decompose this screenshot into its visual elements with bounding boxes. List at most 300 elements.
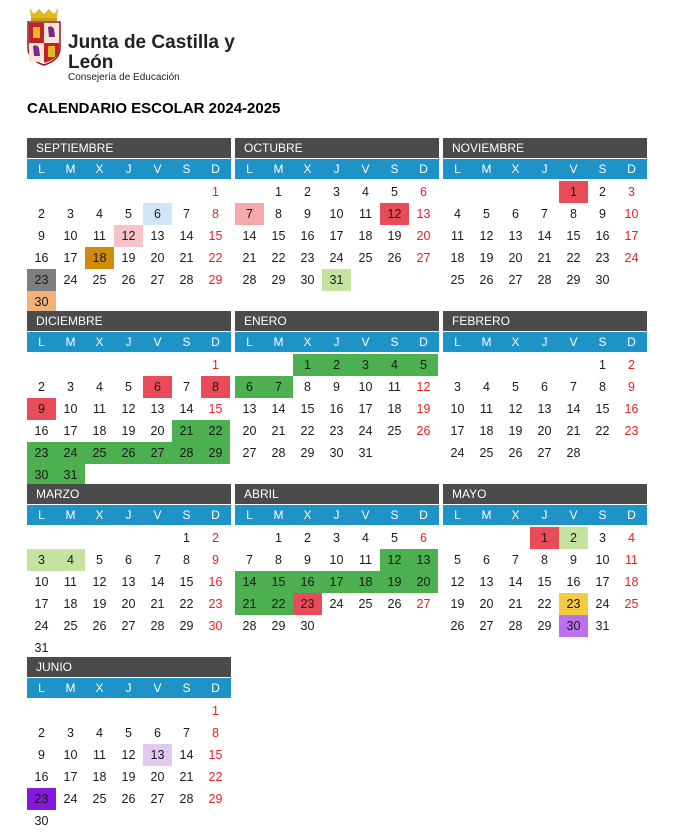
day-cell: 19 bbox=[380, 571, 409, 593]
day-cell: 8 bbox=[275, 207, 282, 221]
day-cell: 9 bbox=[599, 207, 606, 221]
day-cell: 22 bbox=[537, 597, 552, 611]
week-row bbox=[235, 527, 439, 549]
day-cell: 8 bbox=[304, 380, 311, 394]
weekday-label: X bbox=[511, 335, 520, 349]
day-cell: 30 bbox=[208, 619, 223, 633]
day-cell: 16 bbox=[624, 402, 639, 416]
day-cell: 14 bbox=[242, 229, 257, 243]
week-row bbox=[235, 376, 439, 398]
weekday-label: M bbox=[481, 508, 492, 522]
day-cell: 30 bbox=[27, 291, 56, 313]
day-cell: 14 bbox=[508, 575, 523, 589]
day-cell: 30 bbox=[300, 273, 315, 287]
month-name: NOVIEMBRE bbox=[443, 138, 647, 158]
weekday-header-row bbox=[443, 505, 647, 525]
day-cell: 8 bbox=[275, 553, 282, 567]
month-name: ENERO bbox=[235, 311, 439, 331]
day-cell: 31 bbox=[595, 619, 610, 633]
week-row bbox=[235, 181, 439, 203]
day-cell: 21 bbox=[537, 251, 552, 265]
day-cell: 28 bbox=[172, 442, 201, 464]
day-cell: 6 bbox=[483, 553, 490, 567]
month-name: ABRIL bbox=[235, 484, 439, 504]
day-cell: 13 bbox=[150, 229, 165, 243]
day-cell: 3 bbox=[628, 185, 635, 199]
day-cell: 11 bbox=[388, 380, 401, 394]
day-cell: 7 bbox=[570, 380, 577, 394]
day-cell: 7 bbox=[183, 380, 190, 394]
day-cell: 18 bbox=[63, 597, 78, 611]
day-cell: 7 bbox=[154, 553, 161, 567]
day-cell: 4 bbox=[96, 207, 103, 221]
week-row bbox=[443, 398, 647, 420]
day-cell: 7 bbox=[512, 553, 519, 567]
day-cell: 12 bbox=[450, 575, 465, 589]
weekday-label: M bbox=[65, 508, 76, 522]
day-cell: 10 bbox=[450, 402, 465, 416]
weekday-label: D bbox=[627, 335, 636, 349]
day-cell: 5 bbox=[125, 380, 132, 394]
week-row bbox=[27, 376, 231, 398]
day-cell: 29 bbox=[271, 619, 286, 633]
day-cell: 2 bbox=[559, 527, 588, 549]
day-cell: 10 bbox=[595, 553, 610, 567]
week-row bbox=[27, 722, 231, 744]
weekday-label: L bbox=[38, 508, 45, 522]
day-cell: 6 bbox=[541, 380, 548, 394]
day-cell: 7 bbox=[235, 203, 264, 225]
day-cell: 14 bbox=[566, 402, 581, 416]
day-cell: 15 bbox=[179, 575, 194, 589]
day-cell: 6 bbox=[420, 531, 427, 545]
day-cell: 24 bbox=[63, 273, 78, 287]
weekday-header-row bbox=[27, 159, 231, 179]
day-cell: 14 bbox=[179, 748, 194, 762]
weekday-label: D bbox=[211, 681, 220, 695]
day-cell: 7 bbox=[183, 726, 190, 740]
day-cell: 18 bbox=[358, 229, 373, 243]
weekday-label: L bbox=[454, 508, 461, 522]
day-cell: 8 bbox=[570, 207, 577, 221]
weekday-header-row bbox=[27, 332, 231, 352]
day-cell: 8 bbox=[541, 553, 548, 567]
day-cell: 30 bbox=[329, 446, 344, 460]
weekday-label: S bbox=[182, 508, 191, 522]
day-cell: 27 bbox=[416, 251, 431, 265]
day-cell: 24 bbox=[358, 424, 373, 438]
weekday-header-row bbox=[443, 159, 647, 179]
day-cell: 25 bbox=[358, 597, 373, 611]
month-abril bbox=[235, 484, 439, 637]
week-row bbox=[443, 269, 647, 291]
day-cell: 1 bbox=[530, 527, 559, 549]
day-cell: 10 bbox=[329, 553, 344, 567]
weekday-header-row bbox=[235, 332, 439, 352]
week-row bbox=[443, 181, 647, 203]
day-cell: 3 bbox=[454, 380, 461, 394]
day-cell: 3 bbox=[351, 354, 380, 376]
day-cell: 28 bbox=[566, 446, 581, 460]
weekday-label: M bbox=[65, 162, 76, 176]
day-cell: 25 bbox=[624, 597, 639, 611]
weekday-label: J bbox=[333, 162, 340, 176]
day-cell: 28 bbox=[179, 792, 194, 806]
day-cell: 8 bbox=[212, 207, 219, 221]
day-cell: 9 bbox=[333, 380, 340, 394]
day-cell: 7 bbox=[183, 207, 190, 221]
day-cell: 13 bbox=[143, 744, 172, 766]
day-cell: 31 bbox=[34, 641, 49, 655]
day-cell: 22 bbox=[300, 424, 315, 438]
day-cell: 16 bbox=[34, 251, 49, 265]
day-cell: 10 bbox=[34, 575, 49, 589]
day-cell: 4 bbox=[96, 726, 103, 740]
day-cell: 20 bbox=[121, 597, 136, 611]
day-cell: 2 bbox=[304, 531, 311, 545]
day-cell: 29 bbox=[208, 273, 223, 287]
day-cell: 11 bbox=[93, 748, 106, 762]
weekday-label: M bbox=[273, 508, 284, 522]
weekday-label: X bbox=[95, 335, 104, 349]
weekday-label: J bbox=[541, 508, 548, 522]
day-cell: 12 bbox=[121, 402, 136, 416]
day-cell: 2 bbox=[304, 185, 311, 199]
day-cell: 22 bbox=[208, 770, 223, 784]
day-cell: 17 bbox=[595, 575, 610, 589]
month-name: MAYO bbox=[443, 484, 647, 504]
day-cell: 4 bbox=[362, 531, 369, 545]
week-row bbox=[27, 420, 231, 442]
weekday-label: X bbox=[303, 508, 312, 522]
day-cell: 23 bbox=[595, 251, 610, 265]
week-row bbox=[27, 203, 231, 225]
day-cell: 14 bbox=[179, 402, 194, 416]
day-cell: 6 bbox=[143, 376, 172, 398]
day-cell: 9 bbox=[304, 207, 311, 221]
day-cell: 4 bbox=[483, 380, 490, 394]
week-row bbox=[235, 247, 439, 269]
day-cell: 26 bbox=[416, 424, 431, 438]
day-cell: 21 bbox=[179, 251, 194, 265]
week-row bbox=[27, 766, 231, 788]
weekday-label: V bbox=[361, 162, 370, 176]
day-cell: 14 bbox=[537, 229, 552, 243]
day-cell: 26 bbox=[508, 446, 523, 460]
day-cell: 11 bbox=[480, 402, 493, 416]
day-cell: 18 bbox=[92, 770, 107, 784]
day-cell: 30 bbox=[559, 615, 588, 637]
day-cell: 26 bbox=[450, 619, 465, 633]
week-row bbox=[443, 376, 647, 398]
month-marzo bbox=[27, 484, 231, 659]
day-cell: 15 bbox=[271, 229, 286, 243]
day-cell: 24 bbox=[624, 251, 639, 265]
day-cell: 19 bbox=[508, 424, 523, 438]
week-row bbox=[27, 398, 231, 420]
day-cell: 25 bbox=[479, 446, 494, 460]
week-row bbox=[27, 700, 231, 722]
week-row bbox=[235, 571, 439, 593]
month-enero bbox=[235, 311, 439, 464]
week-row bbox=[27, 571, 231, 593]
day-cell: 12 bbox=[508, 402, 523, 416]
day-cell: 7 bbox=[541, 207, 548, 221]
day-cell: 11 bbox=[625, 553, 638, 567]
day-cell: 2 bbox=[322, 354, 351, 376]
weekday-label: L bbox=[38, 162, 45, 176]
day-cell: 23 bbox=[27, 788, 56, 810]
day-cell: 2 bbox=[628, 358, 635, 372]
week-row bbox=[443, 354, 647, 376]
day-cell: 12 bbox=[114, 225, 143, 247]
day-cell: 18 bbox=[92, 424, 107, 438]
day-cell: 21 bbox=[242, 251, 257, 265]
day-cell: 14 bbox=[150, 575, 165, 589]
day-cell: 1 bbox=[212, 358, 219, 372]
day-cell: 29 bbox=[208, 792, 223, 806]
week-row bbox=[235, 269, 439, 291]
day-cell: 5 bbox=[512, 380, 519, 394]
day-cell: 12 bbox=[121, 748, 136, 762]
day-cell: 23 bbox=[208, 597, 223, 611]
day-cell: 9 bbox=[38, 748, 45, 762]
day-cell: 15 bbox=[537, 575, 552, 589]
week-row bbox=[27, 464, 231, 486]
week-row bbox=[443, 615, 647, 637]
day-cell: 3 bbox=[67, 380, 74, 394]
day-cell: 22 bbox=[271, 251, 286, 265]
weekday-label: X bbox=[95, 162, 104, 176]
day-cell: 15 bbox=[300, 402, 315, 416]
weekday-label: M bbox=[65, 681, 76, 695]
weekday-label: L bbox=[38, 681, 45, 695]
weekday-label: V bbox=[153, 681, 162, 695]
day-cell: 5 bbox=[125, 726, 132, 740]
day-cell: 23 bbox=[624, 424, 639, 438]
month-junio bbox=[27, 657, 231, 832]
day-cell: 21 bbox=[508, 597, 523, 611]
day-cell: 13 bbox=[479, 575, 494, 589]
day-cell: 28 bbox=[508, 619, 523, 633]
weekday-header-row bbox=[443, 332, 647, 352]
week-row bbox=[27, 615, 231, 637]
day-cell: 27 bbox=[143, 442, 172, 464]
day-cell: 10 bbox=[329, 207, 344, 221]
day-cell: 24 bbox=[63, 792, 78, 806]
day-cell: 13 bbox=[416, 207, 431, 221]
day-cell: 20 bbox=[242, 424, 257, 438]
week-row bbox=[235, 225, 439, 247]
day-cell: 28 bbox=[242, 273, 257, 287]
day-cell: 23 bbox=[300, 251, 315, 265]
day-cell: 11 bbox=[64, 575, 77, 589]
day-cell: 2 bbox=[38, 207, 45, 221]
day-cell: 18 bbox=[450, 251, 465, 265]
day-cell: 29 bbox=[271, 273, 286, 287]
day-cell: 17 bbox=[450, 424, 465, 438]
day-cell: 18 bbox=[85, 247, 114, 269]
day-cell: 16 bbox=[34, 770, 49, 784]
day-cell: 29 bbox=[179, 619, 194, 633]
day-cell: 2 bbox=[38, 726, 45, 740]
weekday-label: L bbox=[246, 162, 253, 176]
weekday-label: D bbox=[419, 335, 428, 349]
day-cell: 11 bbox=[93, 402, 106, 416]
day-cell: 19 bbox=[92, 597, 107, 611]
weekday-label: S bbox=[390, 508, 399, 522]
day-cell: 4 bbox=[454, 207, 461, 221]
day-cell: 30 bbox=[595, 273, 610, 287]
day-cell: 29 bbox=[201, 442, 230, 464]
week-row bbox=[27, 788, 231, 810]
day-cell: 19 bbox=[450, 597, 465, 611]
day-cell: 1 bbox=[559, 181, 588, 203]
day-cell: 17 bbox=[329, 229, 344, 243]
day-cell: 8 bbox=[212, 726, 219, 740]
weekday-label: J bbox=[125, 162, 132, 176]
weekday-label: M bbox=[481, 335, 492, 349]
weekday-header-row bbox=[235, 159, 439, 179]
day-cell: 3 bbox=[599, 531, 606, 545]
day-cell: 1 bbox=[212, 185, 219, 199]
day-cell: 16 bbox=[566, 575, 581, 589]
day-cell: 16 bbox=[208, 575, 223, 589]
day-cell: 4 bbox=[96, 380, 103, 394]
day-cell: 20 bbox=[409, 571, 438, 593]
weekday-label: J bbox=[125, 335, 132, 349]
day-cell: 27 bbox=[416, 597, 431, 611]
weekday-label: X bbox=[95, 508, 104, 522]
weekday-label: L bbox=[246, 335, 253, 349]
month-name: DICIEMBRE bbox=[27, 311, 231, 331]
month-octubre bbox=[235, 138, 439, 291]
week-row bbox=[27, 247, 231, 269]
day-cell: 25 bbox=[450, 273, 465, 287]
day-cell: 18 bbox=[351, 571, 380, 593]
day-cell: 20 bbox=[479, 597, 494, 611]
weekday-label: M bbox=[65, 335, 76, 349]
weekday-label: V bbox=[569, 508, 578, 522]
weekday-label: L bbox=[454, 162, 461, 176]
day-cell: 25 bbox=[92, 273, 107, 287]
day-cell: 11 bbox=[451, 229, 464, 243]
header bbox=[24, 6, 324, 86]
day-cell: 5 bbox=[391, 185, 398, 199]
day-cell: 1 bbox=[212, 704, 219, 718]
day-cell: 23 bbox=[329, 424, 344, 438]
day-cell: 1 bbox=[599, 358, 606, 372]
day-cell: 18 bbox=[479, 424, 494, 438]
day-cell: 21 bbox=[150, 597, 165, 611]
weekday-label: D bbox=[211, 162, 220, 176]
page-title: CALENDARIO ESCOLAR 2024-2025 bbox=[27, 100, 281, 117]
day-cell: 11 bbox=[359, 207, 372, 221]
weekday-label: X bbox=[303, 162, 312, 176]
day-cell: 5 bbox=[483, 207, 490, 221]
day-cell: 6 bbox=[143, 203, 172, 225]
day-cell: 6 bbox=[420, 185, 427, 199]
day-cell: 13 bbox=[508, 229, 523, 243]
day-cell: 15 bbox=[208, 229, 223, 243]
month-name: SEPTIEMBRE bbox=[27, 138, 231, 158]
week-row bbox=[443, 593, 647, 615]
day-cell: 8 bbox=[183, 553, 190, 567]
day-cell: 18 bbox=[387, 402, 402, 416]
day-cell: 12 bbox=[380, 549, 409, 571]
day-cell: 15 bbox=[566, 229, 581, 243]
day-cell: 22 bbox=[595, 424, 610, 438]
week-row bbox=[235, 549, 439, 571]
day-cell: 28 bbox=[242, 619, 257, 633]
day-cell: 14 bbox=[271, 402, 286, 416]
day-cell: 4 bbox=[362, 185, 369, 199]
day-cell: 21 bbox=[172, 420, 201, 442]
weekday-header-row bbox=[235, 505, 439, 525]
day-cell: 26 bbox=[479, 273, 494, 287]
day-cell: 1 bbox=[275, 531, 282, 545]
week-row bbox=[27, 442, 231, 464]
day-cell: 12 bbox=[479, 229, 494, 243]
day-cell: 20 bbox=[537, 424, 552, 438]
day-cell: 15 bbox=[208, 748, 223, 762]
day-cell: 1 bbox=[293, 354, 322, 376]
day-cell: 25 bbox=[92, 792, 107, 806]
day-cell: 28 bbox=[271, 446, 286, 460]
week-row bbox=[235, 420, 439, 442]
weekday-label: D bbox=[419, 508, 428, 522]
weekday-label: S bbox=[182, 681, 191, 695]
week-row bbox=[235, 354, 439, 376]
day-cell: 19 bbox=[387, 229, 402, 243]
day-cell: 5 bbox=[409, 354, 438, 376]
day-cell: 9 bbox=[27, 398, 56, 420]
day-cell: 19 bbox=[121, 424, 136, 438]
weekday-label: V bbox=[153, 335, 162, 349]
weekday-label: V bbox=[361, 335, 370, 349]
day-cell: 23 bbox=[293, 593, 322, 615]
day-cell: 13 bbox=[121, 575, 136, 589]
day-cell: 21 bbox=[235, 593, 264, 615]
day-cell: 25 bbox=[358, 251, 373, 265]
day-cell: 16 bbox=[595, 229, 610, 243]
weekday-label: S bbox=[598, 162, 607, 176]
day-cell: 17 bbox=[34, 597, 49, 611]
weekday-label: D bbox=[627, 508, 636, 522]
day-cell: 30 bbox=[300, 619, 315, 633]
day-cell: 24 bbox=[329, 251, 344, 265]
day-cell: 23 bbox=[27, 269, 56, 291]
day-cell: 15 bbox=[208, 402, 223, 416]
month-diciembre bbox=[27, 311, 231, 486]
weekday-header-row bbox=[27, 505, 231, 525]
organization-department: Consejería de Educación bbox=[68, 72, 180, 83]
day-cell: 26 bbox=[92, 619, 107, 633]
day-cell: 17 bbox=[63, 424, 78, 438]
month-septiembre bbox=[27, 138, 231, 313]
day-cell: 8 bbox=[599, 380, 606, 394]
weekday-label: M bbox=[481, 162, 492, 176]
day-cell: 5 bbox=[391, 531, 398, 545]
day-cell: 15 bbox=[595, 402, 610, 416]
day-cell: 17 bbox=[358, 402, 373, 416]
day-cell: 3 bbox=[333, 185, 340, 199]
day-cell: 20 bbox=[150, 770, 165, 784]
day-cell: 25 bbox=[85, 442, 114, 464]
day-cell: 1 bbox=[183, 531, 190, 545]
day-cell: 29 bbox=[537, 619, 552, 633]
day-cell: 5 bbox=[125, 207, 132, 221]
